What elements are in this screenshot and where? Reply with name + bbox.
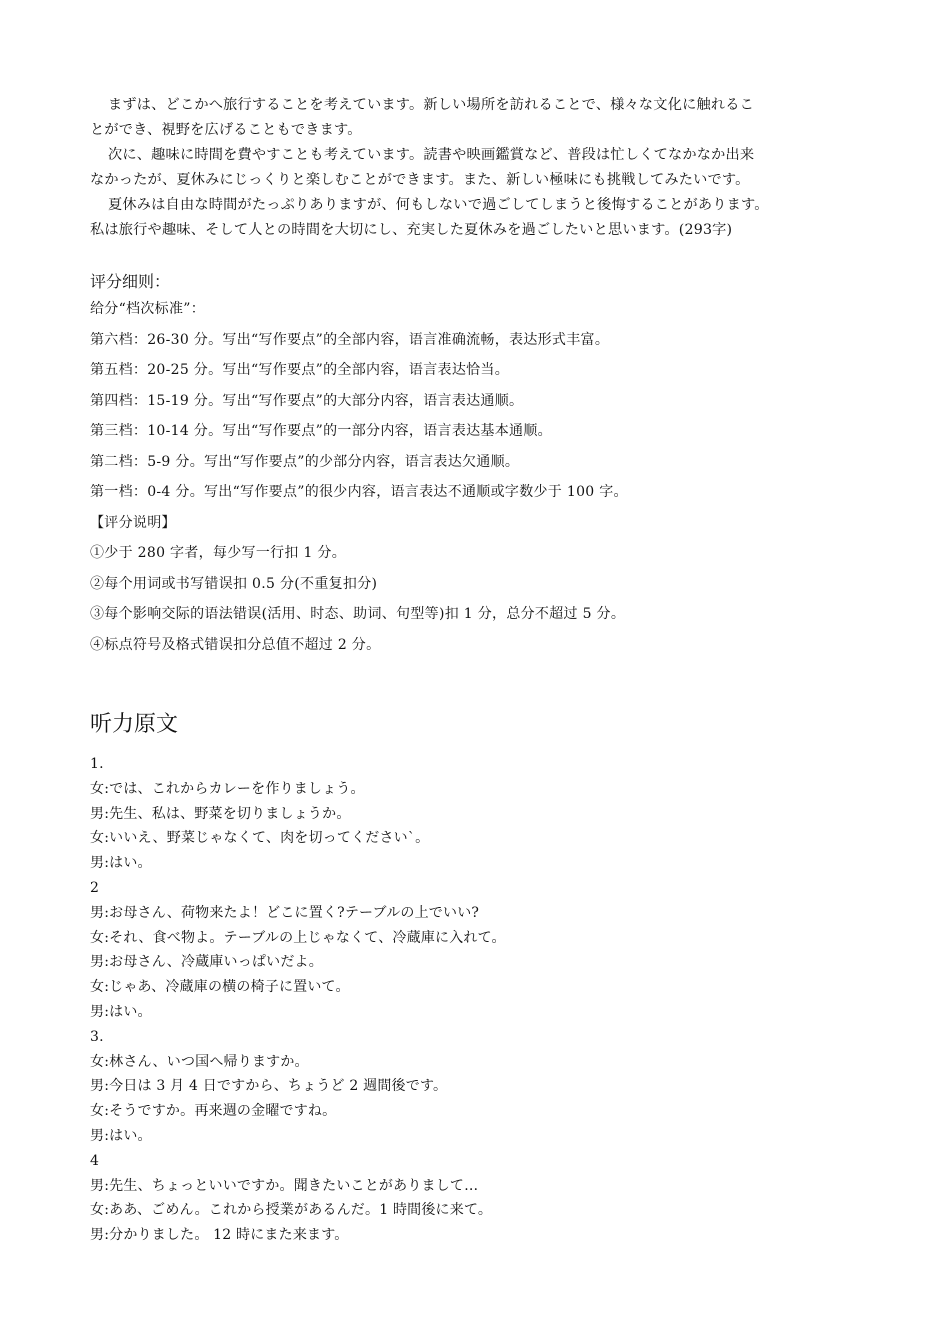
scoring-rubric bbox=[90, 271, 870, 665]
rubric-title: 评分细则： bbox=[90, 272, 171, 291]
transcript-line: 女:じゃあ、冷蔵庫の横の椅子に置いて。 bbox=[90, 979, 350, 996]
transcript-line: 女:ああ、ごめん。これから授業があるんだ。1 時間後に来て。 bbox=[90, 1202, 493, 1219]
rubric-level: 第三档：10-14 分。写出“写作要点”的一部分内容，语言表达基本通顺。 bbox=[90, 423, 552, 439]
rubric-intro: 给分“档次标准”： bbox=[90, 301, 206, 317]
transcript-line: 4 bbox=[90, 1152, 100, 1169]
transcript-line: 男:今日は 3 月 4 日ですから、ちょうど 2 週間後です。 bbox=[90, 1078, 448, 1095]
transcript-line: 女:それ、食べ物よ。テーブルの上じゃなくて、冷蔵庫に入れて。 bbox=[90, 929, 506, 946]
essay-line: まずは、どこかへ旅行することを考えています。新しい場所を訪れることで、様々な文化に触れるこ bbox=[108, 97, 755, 113]
rubric-level: 第一档：0-4 分。写出“写作要点”的很少内容，语言表达不通顺或字数少于 100 字。 bbox=[90, 484, 628, 500]
transcript-line: 女:林さん、いつ国へ帰りますか。 bbox=[90, 1053, 309, 1070]
rubric-level: 第四档：15-19 分。写出“写作要点”的大部分内容，语言表达通顺。 bbox=[90, 392, 524, 409]
transcript-line: 1. bbox=[90, 756, 104, 772]
rubric-note: ①少于 280 字者，每少写一行扣 1 分。 bbox=[90, 545, 347, 561]
essay-body bbox=[90, 93, 870, 243]
transcript-line: 男:先生、私は、野菜を切りましょうか。 bbox=[90, 805, 351, 822]
rubric-level: 第六档：26-30 分。写出“写作要点”的全部内容，语言准确流畅，表达形式丰富。 bbox=[90, 331, 610, 348]
rubric-level: 第五档：20-25 分。写出“写作要点”的全部内容，语言表达恰当。 bbox=[90, 362, 510, 378]
transcript-line: 男:はい。 bbox=[90, 855, 152, 872]
transcript-line: 2 bbox=[90, 879, 100, 896]
essay-line: 私は旅行や趣味、そして人との時間を大切にし、充実した夏休みを過ごしたいと思います。(293字) bbox=[90, 222, 733, 238]
listening-title: 听力原文 bbox=[90, 712, 179, 737]
transcript-line: 男:お母さん、冷蔵庫いっぱいだよ。 bbox=[90, 954, 323, 971]
transcript-line: 男:先生、ちょっといいですか。聞きたいことがありまして… bbox=[90, 1177, 479, 1194]
transcript-line: 女:では、これからカレーを作りましょう。 bbox=[90, 780, 365, 797]
listening-section bbox=[90, 710, 870, 1248]
transcript-line: 男:はい。 bbox=[90, 1003, 152, 1020]
essay-line: とができ、視野を広げることもできます。 bbox=[90, 122, 362, 138]
transcript-line: 女:いいえ、野菜じゃなくて、肉を切ってくださいˋ。 bbox=[90, 830, 430, 847]
rubric-note: ③每个影响交际的语法错误(活用、时态、助词、句型等)扣 1 分，总分不超过 5 分。 bbox=[90, 606, 626, 622]
essay-line: 次に、趣味に時間を費やすことも考えています。読書や映画鑑賞など、普段は忙しくてなかなか出来 bbox=[108, 147, 755, 163]
transcript-line: 男:分かりました。 12 時にまた来ます。 bbox=[90, 1227, 349, 1244]
transcript-line: 3. bbox=[90, 1028, 104, 1045]
rubric-level: 第二档：5-9 分。写出“写作要点”的少部分内容，语言表达欠通顺。 bbox=[90, 453, 520, 470]
rubric-notes-title: 【评分说明】 bbox=[90, 514, 176, 531]
transcript-line: 男:はい。 bbox=[90, 1127, 152, 1144]
transcript-line: 男:お母さん、荷物来たよ！どこに置く?テーブルの上でいい? bbox=[90, 904, 480, 921]
rubric-note: ④标点符号及格式错误扣分总值不超过 2 分。 bbox=[90, 636, 381, 653]
transcript-line: 女:そうですか。再来週の金曜ですね。 bbox=[90, 1103, 337, 1120]
listening-transcript bbox=[90, 752, 870, 1248]
essay-line: なかったが、夏休みにじっくりと楽しむことができます。また、新しい極味にも挑戦してみたいです。 bbox=[90, 172, 750, 188]
essay-line: 夏休みは自由な時間がたっぷりありますが、何もしないで過ごしてしまうと後悔することがあります。 bbox=[108, 197, 769, 213]
rubric-note: ②每个用词或书写错误扣 0.5 分(不重复扣分) bbox=[90, 575, 378, 592]
